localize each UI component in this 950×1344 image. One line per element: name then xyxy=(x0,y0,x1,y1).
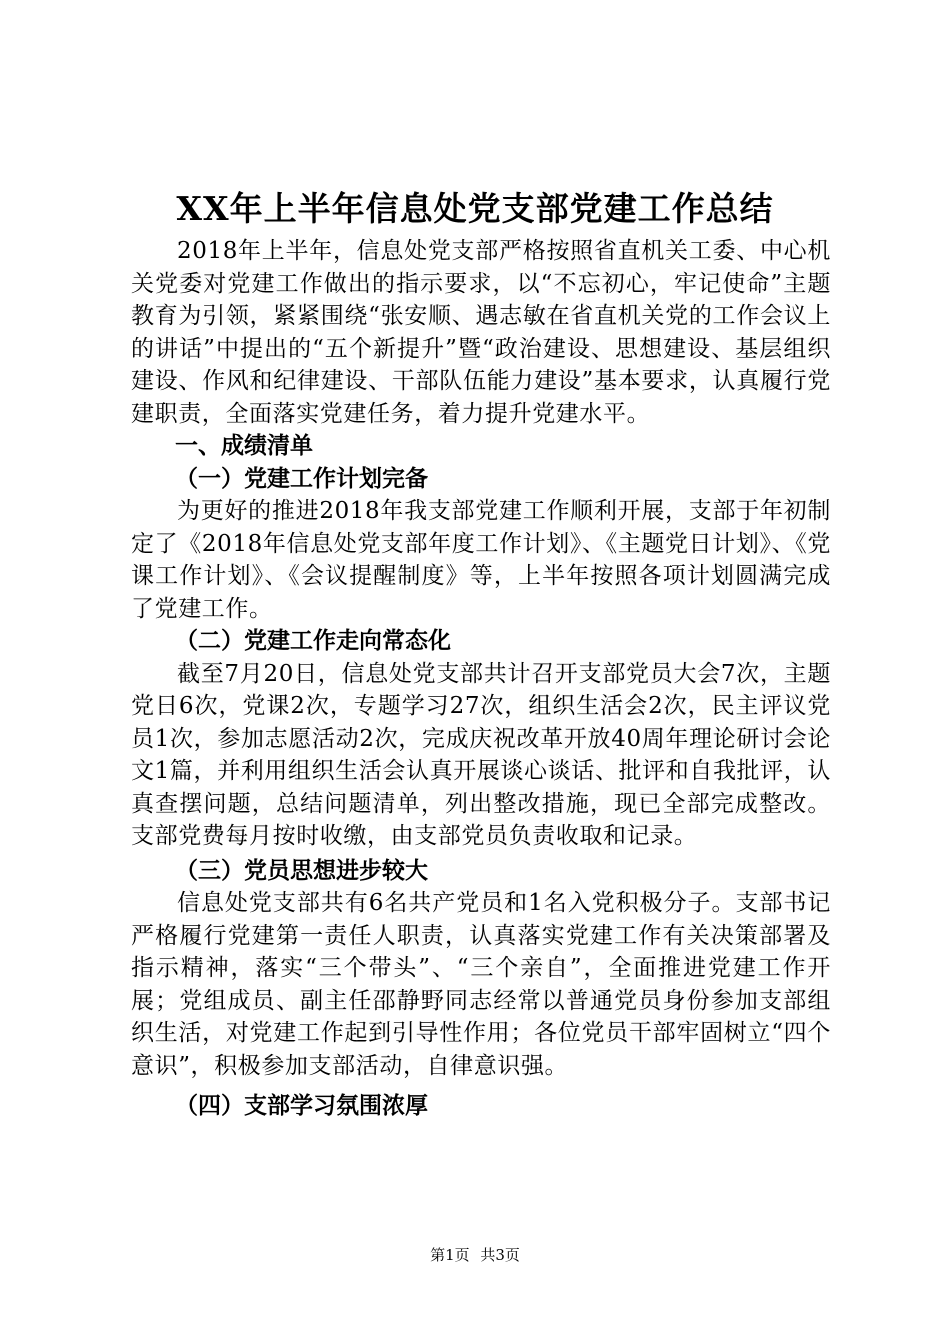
subsection-body-plan: 为更好的推进2018年我支部党建工作顺利开展，支部于年初制定了《2018年信息处党支部年度工作计划》、《主题党日计划》、《党课工作计划》、《会议提醒制度》等，上半年按照各项计划圆满完成了党建工作。 xyxy=(131,498,831,622)
document-title: XX年上半年信息处党支部党建工作总结 xyxy=(176,189,774,228)
subsection-body-progress: 信息处党支部共有6名共产党员和1名入党积极分子。支部书记严格履行党建第一责任人职责，认真落实党建工作有关决策部署及指示精神，落实“三个带头”、“三个亲自”，全面推进党建工作开展；党组成员、副主任邵静野同志经常以普通党员身份参加支部组织生活，对党建工作起到引导性作用；各位党员干部牢固树立“四个意识”，积极参加支部活动，自律意识强。 xyxy=(131,890,831,1079)
subsection-body-routine: 截至7月20日，信息处党支部共计召开支部党员大会7次，主题党日6次，党课2次，专题学习27次，组织生活会2次，民主评议党员1次，参加志愿活动2次，完成庆祝改革开放40周年理论研讨会论文1篇，并利用组织生活会认真开展谈心谈话、批评和自我批评，认真查摆问题，总结问题清单，列出整改措施，现已全部完成整改。支部党费每月按时收缴，由支部党员负责收取和记录。 xyxy=(131,660,831,849)
page-number: 第1页 xyxy=(430,1246,470,1264)
section-heading-achievements: 一、成绩清单 xyxy=(175,433,313,459)
subsection-heading-study: （四）支部学习氛围浓厚 xyxy=(175,1093,428,1119)
page-total: 共3页 xyxy=(480,1246,520,1264)
document-body xyxy=(131,235,831,1123)
intro-paragraph: 2018年上半年，信息处党支部严格按照省直机关工委、中心机关党委对党建工作做出的指示要求，以“不忘初心，牢记使命”主题教育为引领，紧紧围绕“张安顺、遇志敏在省直机关党的工作会议上的讲话”中提出的“五个新提升”暨“政治建设、思想建设、基层组织建设、作风和纪律建设、干部队伍能力建设”基本要求，认真履行党建职责，全面落实党建任务，着力提升党建水平。 xyxy=(131,238,831,427)
subsection-heading-routine: （二）党建工作走向常态化 xyxy=(175,628,451,654)
subsection-heading-progress: （三）党员思想进步较大 xyxy=(175,857,428,884)
subsection-heading-plan: （一）党建工作计划完备 xyxy=(175,465,428,492)
page-footer xyxy=(0,1244,950,1265)
